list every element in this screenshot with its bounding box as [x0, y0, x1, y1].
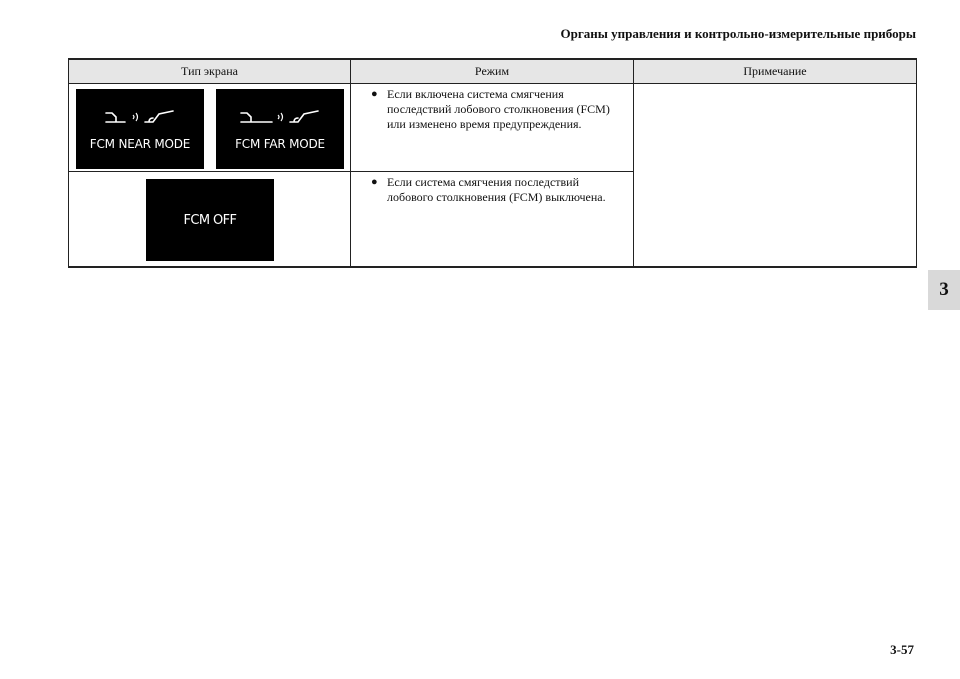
chapter-tab-label: 3: [939, 279, 949, 300]
bullet-icon: ●: [371, 88, 378, 100]
chapter-tab: [928, 270, 960, 310]
fcm-near-mode-screen: [76, 89, 204, 169]
mode-text: Если включена система смягчения последствий лобового столкновения (FCM) или изменено время предупреждения.: [387, 87, 610, 131]
table-row: [69, 84, 917, 172]
fcm-far-car-icon: [238, 107, 322, 127]
mode-text: Если система смягчения последствий лобового столкновения (FCM) выключена.: [387, 175, 606, 204]
column-header-note: Примечание: [634, 59, 917, 84]
running-header: Органы управления и контрольно-измерительные приборы: [560, 26, 916, 41]
mode-cell: [351, 84, 634, 172]
note-cell: [634, 84, 917, 268]
fcm-off-screen: [146, 179, 274, 261]
info-table: [68, 58, 917, 268]
fcm-near-car-icon: [103, 107, 177, 127]
bullet-icon: ●: [371, 176, 378, 188]
screen-label: FCM FAR MODE: [235, 137, 325, 151]
screen-type-cell: [69, 84, 351, 172]
page-number: 3-57: [890, 642, 914, 657]
fcm-far-mode-screen: [216, 89, 344, 169]
screen-type-cell: [69, 172, 351, 268]
column-header-mode: Режим: [351, 59, 634, 84]
screen-label: FCM OFF: [183, 212, 237, 228]
table-header-row: [69, 59, 917, 84]
column-header-screen-type: Тип экрана: [69, 59, 351, 84]
screen-label: FCM NEAR MODE: [89, 137, 191, 151]
mode-cell: [351, 172, 634, 268]
